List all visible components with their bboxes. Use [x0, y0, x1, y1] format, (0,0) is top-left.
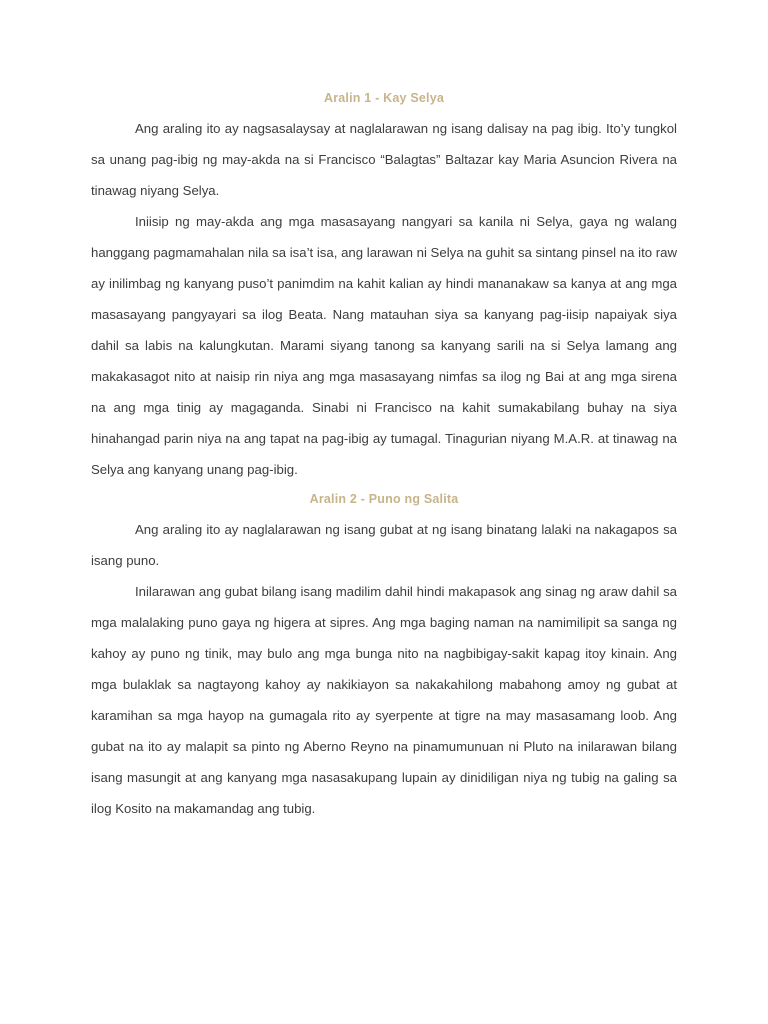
section-aralin-2 — [91, 487, 677, 824]
paragraph: Ang araling ito ay nagsasalaysay at naglalarawan ng isang dalisay na pag ibig. Ito’y tungkol sa unang pag-ibig ng may-akda na si Francisco “Balagtas” Baltazar kay Maria Asuncion Rivera na tinawag niyang Selya. — [91, 121, 677, 198]
section-heading: Aralin 1 - Kay Selya — [323, 91, 445, 105]
section-heading: Aralin 2 - Puno ng Salita — [309, 492, 459, 506]
section-aralin-1 — [91, 86, 677, 485]
paragraph: Ang araling ito ay naglalarawan ng isang gubat at ng isang binatang lalaki na nakagapos sa isang puno. — [91, 522, 677, 568]
document-page — [91, 86, 677, 824]
paragraph: Inilarawan ang gubat bilang isang madilim dahil hindi makapasok ang sinag ng araw dahil sa mga malalaking puno gaya ng higera at sipres. Ang mga baging naman na namimilipit sa sanga ng kahoy ay puno ng tinik, may bulo ang mga bunga nito na nagbibigay-sakit kapag itoy kinain. Ang mga bulaklak sa nagtayong kahoy ay nakikiayon sa nakakahilong mabahong amoy ng gubat at karamihan sa mga hayop na gumagala rito ay syerpente at tigre na may masasamang loob. Ang gubat na ito ay malapit sa pinto ng Aberno Reyno na pinamumunuan ni Pluto na inilarawan bilang isang masungit at ang kanyang mga nasasakupang lupain ay dinidiligan niya ng tubig na galing sa ilog Kosito na makamandag ang tubig. — [91, 584, 677, 816]
paragraph: Iniisip ng may-akda ang mga masasayang nangyari sa kanila ni Selya, gaya ng walang hanggang pagmamahalan nila sa isa’t isa, ang larawan ni Selya na guhit sa sintang pinsel na ito raw ay inilimbag ng kanyang puso’t panimdim na kahit kalian ay hindi mananakaw sa kanya at ang mga masasayang pangyayari sa ilog Beata. Nang matauhan siya sa kanyang pag-iisip napaiyak siya dahil sa labis na kalungkutan. Marami siyang tanong sa kanyang sarili na si Selya lamang ang makakasagot nito at naisip rin niya ang mga masasayang nimfas sa ilog ng Bai at ang mga sirena na ang mga tinig ay magaganda. Sinabi ni Francisco na kahit sumakabilang buhay na siya hinahangad parin niya na ang tapat na pag-ibig ay tumagal. Tinagurian niyang M.A.R. at tinawag na Selya ang kanyang unang pag-ibig. — [91, 214, 677, 477]
